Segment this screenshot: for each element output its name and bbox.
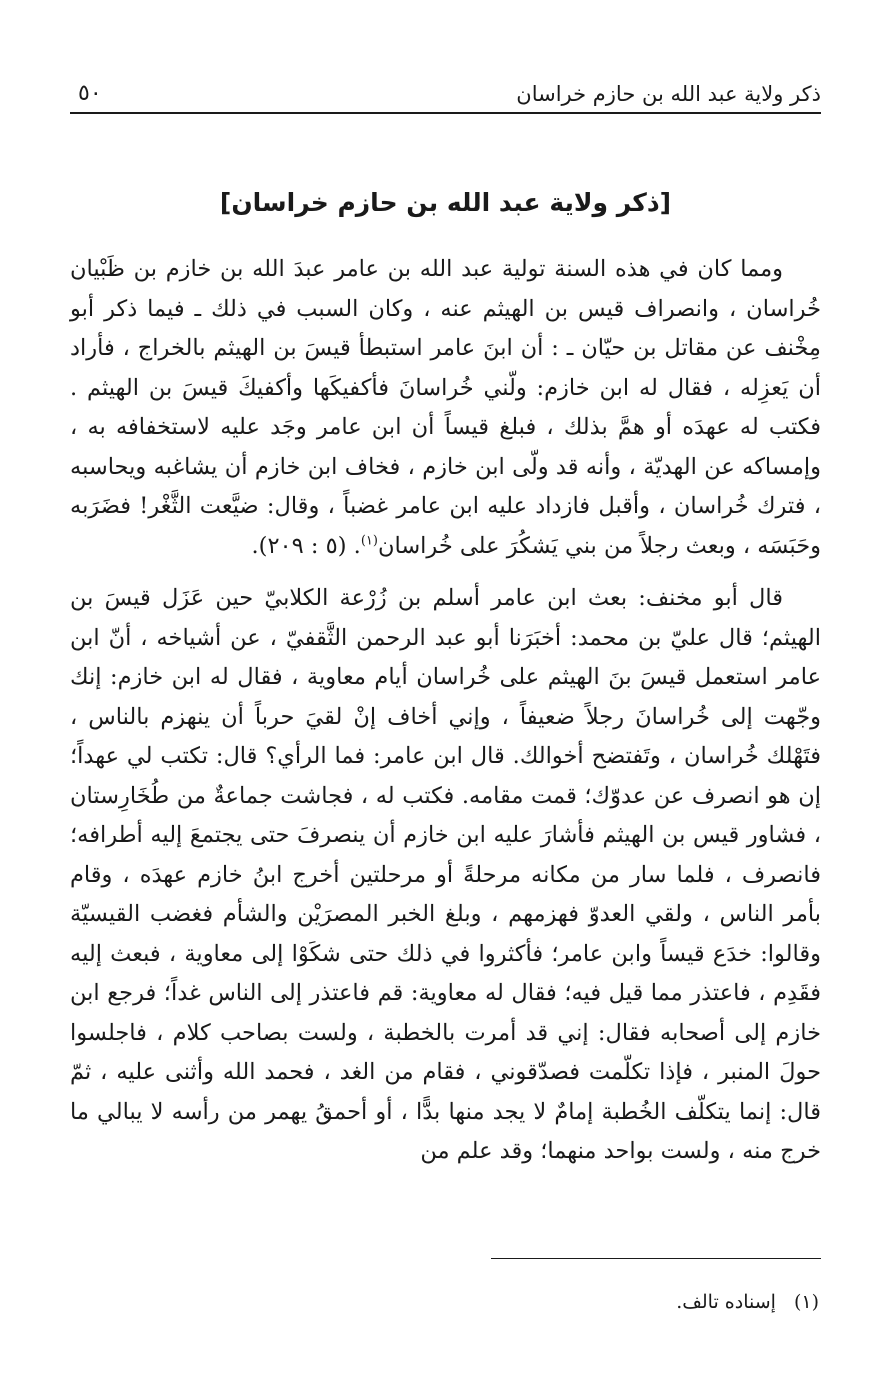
page-number: ٥٠: [78, 81, 102, 106]
footnote-divider: [491, 1258, 821, 1259]
citation: . (٥ : ٢٠٩).: [251, 532, 361, 559]
footnote-text: إسناده تالف.: [676, 1291, 776, 1313]
footnote-number: (١): [793, 1291, 819, 1313]
section-heading: [ذكر ولاية عبد الله بن حازم خراسان]: [219, 188, 672, 217]
footnote-reference: (١): [360, 533, 378, 548]
running-title: ذكر ولاية عبد الله بن حازم خراسان: [516, 82, 821, 106]
paragraph: [70, 250, 821, 566]
paragraph: [70, 579, 821, 1172]
running-header: [70, 70, 821, 114]
footnote: [676, 1288, 819, 1316]
body-text: [70, 250, 821, 1172]
paragraph-text: ومما كان في هذه السنة تولية عبد الله بن عامر عبدَ الله بن خازم بن ظَبْيان خُراسان ، وانصراف قيس بن الهيثم عنه ، وكان السبب في ذلك ـ فيما ذكر أبو مِخْنف عن مقاتل بن حيّان ـ : أن ابنَ عامر استبطأ قيسَ بن الهيثم بالخراج ، فأراد أن يَعزِله ، فقال له ابن خازم: ولّني خُراسانَ فأكفيكَها وأكفيكَ قيسَ بن الهيثم . فكتب له عهدَه أو همَّ بذلك ، فبلغ قيساً أن ابن عامر وجَد عليه لاستخفافه به ، وإمساكه عن الهديّة ، وأنه قد ولّى ابن خازم ، فخاف ابن خازم أن يشاغبه ويحاسبه ، فترك خُراسان ، وأقبل فازداد عليه ابن عامر غضباً ، وقال: ضيَّعت الثَّغْر! فضَرَبه وحَبَسَه ، وبعث رجلاً من بني يَشكُرَ على خُراسان: [70, 256, 821, 559]
paragraph-text: قال أبو مخنف: بعث ابن عامر أسلم بن زُرْعة الكلابيّ حين عَزَل قيسَ بن الهيثم؛ قال عليّ بن محمد: أخبَرَنا أبو عبد الرحمن الثَّقفيّ ، عن أشياخه ، أنّ ابن عامر استعمل قيسَ بنَ الهيثم على خُراسان أيام معاوية ، فقال له ابن خازم: إنك وجّهت إلى خُراسانَ رجلاً ضعيفاً ، وإني أخاف إنْ لقيَ حرباً أن ينهزم بالناس ، فتَهْلك خُراسان ، وتَفتضح أخوالك. قال ابن عامر: فما الرأي؟ قال: تكتب لي عهداً؛ إن هو انصرف عن عدوّك؛ قمت مقامه. فكتب له ، فجاشت جماعةٌ من طُخَارِستان ، فشاور قيس بن الهيثم فأشارَ عليه ابن خازم أن ينصرفَ حتى يجتمعَ إليه أطرافه؛ فانصرف ، فلما سار من مكانه مرحلةً أو مرحلتين أخرج ابنُ خازم عهدَه ، وقام بأمر الناس ، ولقي العدوّ فهزمهم ، وبلغ الخبر المصرَيْن والشأم فغضب القيسيّة وقالوا: خدَع قيساً وابن عامر؛ فأكثروا في ذلك حتى شكَوْا إلى معاوية ، فبعث إليه فقَدِم ، فاعتذر مما قيل فيه؛ فقال له معاوية: قم فاعتذر إلى الناس غداً؛ فرجع ابن خازم إلى أصحابه فقال: إني قد أمرت بالخطبة ، ولست بصاحب كلام ، فاجلسوا حولَ المنبر ، فإذا تكلّمت فصدّقوني ، فقام من الغد ، فحمد الله وأثنى عليه ، ثمّ قال: إنما يتكلّف الخُطبة إمامٌ لا يجد منها بدًّا ، أو أحمقُ يهمر من رأسه لا يبالي ما خرج منه ، ولست بواحد منهما؛ وقد علم من: [70, 585, 821, 1164]
